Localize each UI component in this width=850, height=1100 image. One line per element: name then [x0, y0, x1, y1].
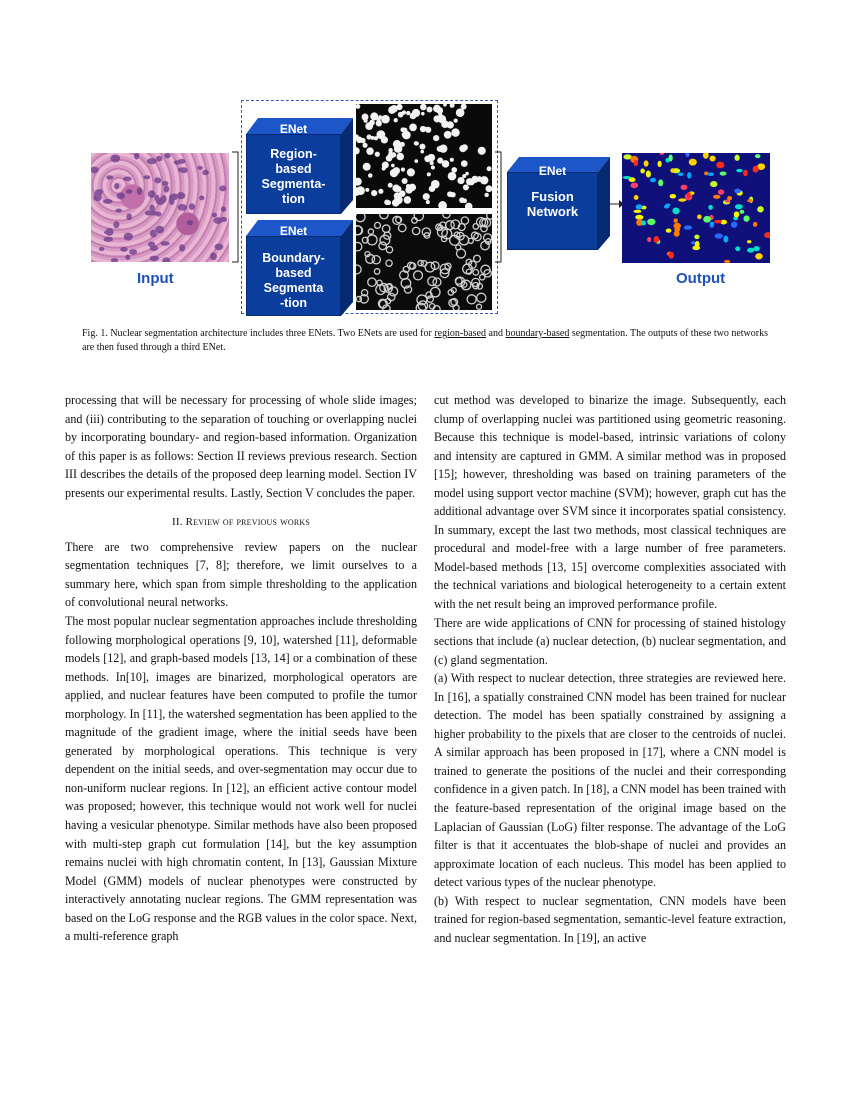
figure-1: [0, 0, 850, 330]
section-heading-text: II. Review of previous works: [171, 516, 310, 529]
enet-boundary-title: ENet: [279, 224, 308, 238]
left-paragraph-3: The most popular nuclear segmentation approaches include thresholding following morphological operations [9, 10], watershed [11], deformable models [12], and graph-based models [13, 14] or a combination of these methods. In[10], images are binarized, morphological operators are applied, and nuclear features have been computed to profile the tumor morphology. In [11], the watershed segmentation has been applied to the magnitude of the gradient image, where the initial seeds have been generated by morphological operations. This technique is very dependent on the initial seeds, and over-segmentation may occur due to non-uniform nuclear regions. In [12], an efficient active contour model was proposed; however, this technique would not work well for nuclei having a vesicular phenotype. Similar methods have also been proposed with multi-step graph cut formulation [14], but the key assumption remains nuclei with high chromatin content, In [13], Gaussian Mixture Model (GMM) models of nuclear phenotypes were constructed by interactively annotating nuclear regions. The GMM representation was based on the LoG response and the RGB values in the color space. Next, a multi-reference graph: [65, 614, 417, 944]
right-paragraph-1: cut method was developed to binarize the image. Subsequently, each clump of overlapping nuclei was partitioned using geometric reasoning. Because this technique is model-based, intrinsic variations of colony and intensity are captured in GMM. A similar method was in proposed [15]; however, thresholding was based on training parameters of the model using support vector machine (SVM); however, graph cut has the additional advantage over SVM since it incorporates spatial consistency. In summary, except the last two methods, most classical techniques are procedural and model-free with a large number of free parameters. Model-based methods [13, 15] overcome complexities associated with the technical variations and biological heterogeneity to a certain extent with the net result being an improved performance profile.: [434, 393, 786, 612]
enet-boundary-line-4: -tion: [279, 296, 308, 310]
section-heading: [65, 513, 417, 532]
left-paragraph-1: processing that will be necessary for processing of whole slide images; and (iii) contributing to the separation of touching or overlapping nuclei by incorporating boundary- and region-based information. Organization of this paper is as follows: Section II reviews previous research. Section III describes the details of the proposed deep learning model. Section IV presents our experimental results. Lastly, Section V concludes the paper.: [65, 393, 417, 500]
caption-suffix: segmentation. The outputs of these two networks are then fused through a third ENet.: [82, 328, 768, 353]
enet-region-line-3: Segmenta-: [261, 177, 326, 191]
enet-boundary-box: [246, 220, 353, 316]
enet-boundary-line-1: Boundary-: [262, 251, 325, 265]
enet-region-line-4: tion: [282, 192, 305, 206]
caption-prefix: Fig. 1. Nuclear segmentation architecture includes three ENets. Two ENets are used for: [82, 328, 435, 339]
left-paragraph-2: There are two comprehensive review papers on the nuclear segmentation techniques [7, 8]; therefore, we limit ourselves to a summary here, which span from simple thresholding to the application of convolutional neural networks.: [65, 539, 417, 610]
caption-link-region: region-based: [434, 328, 486, 339]
right-column: [434, 391, 786, 947]
caption-link-boundary: boundary-based: [505, 328, 570, 339]
figure-caption: [82, 327, 772, 355]
enet-fusion-line-1: Fusion: [531, 189, 574, 204]
enet-fusion-box: [507, 157, 610, 250]
enet-region-title: ENet: [279, 122, 308, 136]
left-column: [65, 391, 417, 946]
enet-fusion-line-2: Network: [526, 204, 579, 219]
enet-region-line-1: Region-: [270, 147, 317, 161]
output-label: Output: [676, 270, 726, 287]
input-histology-image: [91, 153, 229, 262]
input-nuclei-texture: [91, 153, 229, 262]
enet-region-line-2: based: [275, 162, 312, 176]
caption-mid: and: [486, 328, 506, 339]
input-label: Input: [137, 270, 174, 287]
region-segmentation-image: [356, 104, 492, 208]
output-segmentation-image: [622, 153, 770, 263]
enet-boundary-line-3: Segmenta: [263, 281, 324, 295]
enet-region-box: [246, 118, 353, 214]
enet-boundary-line-2: based: [275, 266, 312, 280]
boundary-segmentation-image: [356, 214, 492, 310]
right-paragraph-4: (b) With respect to nuclear segmentation, CNN models have been trained for region-based segmentation, semantic-level feature extraction, and nuclear segmentation. In [19], an active: [434, 893, 786, 945]
enet-fusion-title: ENet: [538, 164, 567, 178]
right-paragraph-2: There are wide applications of CNN for processing of stained histology sections that include (a) nuclear detection, (b) nuclear segmentation, and (c) gland segmentation.: [434, 615, 786, 667]
right-paragraph-3: (a) With respect to nuclear detection, three strategies are reviewed here. In [16], a spatially constrained CNN model has been trained for nuclear detection. The model has been spatially constrained by assigning a higher probability to the pixels that are closer to the centroids of nuclei. A similar approach has been proposed in [17], where a CNN model is trained to generate the positions of the nuclei and their corresponding confidence in a given patch. In [18], a CNN model has been trained with the feature-based representation of the original image based on the Laplacian of Gaussian (LoG) filter response. The advantage of the LoG filter is that it accentuates the blob-shape of nuclei and provides an approximate location of each nucleus. This model has been applied to detect various types of the nuclear phenotype.: [434, 671, 786, 890]
